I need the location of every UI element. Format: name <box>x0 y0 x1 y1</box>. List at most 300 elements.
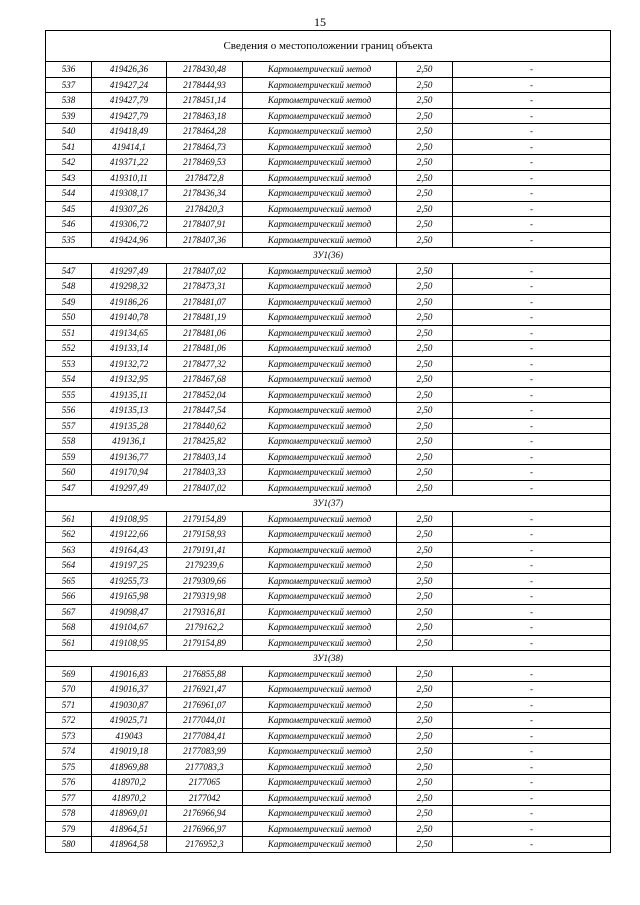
x-coordinate-cell: 419136,77 <box>92 449 167 465</box>
description-cell: - <box>453 294 611 310</box>
y-coordinate-cell: 2179309,66 <box>167 573 243 589</box>
accuracy-cell: 2,50 <box>397 77 453 93</box>
description-cell: - <box>453 186 611 202</box>
accuracy-cell: 2,50 <box>397 356 453 372</box>
description-cell: - <box>453 573 611 589</box>
point-number-cell: 572 <box>46 713 92 729</box>
table-row <box>46 728 611 744</box>
x-coordinate-cell: 419170,94 <box>92 465 167 481</box>
x-coordinate-cell: 419427,79 <box>92 93 167 109</box>
y-coordinate-cell: 2178403,33 <box>167 465 243 481</box>
point-number-cell: 562 <box>46 527 92 543</box>
method-cell: Картометрический метод <box>243 232 397 248</box>
y-coordinate-cell: 2178472,8 <box>167 170 243 186</box>
y-coordinate-cell: 2178407,02 <box>167 263 243 279</box>
description-cell: - <box>453 635 611 651</box>
x-coordinate-cell: 418970,2 <box>92 790 167 806</box>
method-cell: Картометрический метод <box>243 604 397 620</box>
description-cell: - <box>453 418 611 434</box>
method-cell: Картометрический метод <box>243 511 397 527</box>
x-coordinate-cell: 419019,18 <box>92 744 167 760</box>
table-row <box>46 837 611 853</box>
point-number-cell: 576 <box>46 775 92 791</box>
method-cell: Картометрический метод <box>243 201 397 217</box>
y-coordinate-cell: 2178444,93 <box>167 77 243 93</box>
table-row <box>46 635 611 651</box>
table-row <box>46 108 611 124</box>
method-cell: Картометрический метод <box>243 449 397 465</box>
section-header-row <box>46 496 611 512</box>
x-coordinate-cell: 419310,11 <box>92 170 167 186</box>
y-coordinate-cell: 2179191,41 <box>167 542 243 558</box>
method-cell: Картометрический метод <box>243 744 397 760</box>
table-row <box>46 387 611 403</box>
description-cell: - <box>453 542 611 558</box>
accuracy-cell: 2,50 <box>397 232 453 248</box>
y-coordinate-cell: 2179158,93 <box>167 527 243 543</box>
x-coordinate-cell: 419108,95 <box>92 635 167 651</box>
x-coordinate-cell: 419414,1 <box>92 139 167 155</box>
table-row <box>46 542 611 558</box>
table-row <box>46 310 611 326</box>
method-cell: Картометрический метод <box>243 310 397 326</box>
table-row <box>46 806 611 822</box>
description-cell: - <box>453 558 611 574</box>
method-cell: Картометрический метод <box>243 217 397 233</box>
table-row <box>46 325 611 341</box>
y-coordinate-cell: 2176855,88 <box>167 666 243 682</box>
table-row <box>46 511 611 527</box>
table-row <box>46 139 611 155</box>
description-cell: - <box>453 263 611 279</box>
point-number-cell: 555 <box>46 387 92 403</box>
x-coordinate-cell: 419165,98 <box>92 589 167 605</box>
accuracy-cell: 2,50 <box>397 759 453 775</box>
method-cell: Картометрический метод <box>243 806 397 822</box>
table-row <box>46 263 611 279</box>
description-cell: - <box>453 744 611 760</box>
x-coordinate-cell: 418969,88 <box>92 759 167 775</box>
table-row <box>46 77 611 93</box>
method-cell: Картометрический метод <box>243 666 397 682</box>
x-coordinate-cell: 419135,13 <box>92 403 167 419</box>
accuracy-cell: 2,50 <box>397 573 453 589</box>
method-cell: Картометрический метод <box>243 186 397 202</box>
x-coordinate-cell: 418970,2 <box>92 775 167 791</box>
method-cell: Картометрический метод <box>243 325 397 341</box>
x-coordinate-cell: 419135,11 <box>92 387 167 403</box>
table-row <box>46 418 611 434</box>
description-cell: - <box>453 728 611 744</box>
accuracy-cell: 2,50 <box>397 325 453 341</box>
x-coordinate-cell: 419255,73 <box>92 573 167 589</box>
point-number-cell: 547 <box>46 480 92 496</box>
section-header-row <box>46 651 611 667</box>
section-header-row <box>46 248 611 264</box>
x-coordinate-cell: 419427,24 <box>92 77 167 93</box>
table-row <box>46 372 611 388</box>
table-row <box>46 697 611 713</box>
description-cell: - <box>453 93 611 109</box>
method-cell: Картометрический метод <box>243 465 397 481</box>
accuracy-cell: 2,50 <box>397 744 453 760</box>
accuracy-cell: 2,50 <box>397 542 453 558</box>
y-coordinate-cell: 2178420,3 <box>167 201 243 217</box>
method-cell: Картометрический метод <box>243 589 397 605</box>
table-row <box>46 775 611 791</box>
table-row <box>46 682 611 698</box>
point-number-cell: 546 <box>46 217 92 233</box>
accuracy-cell: 2,50 <box>397 511 453 527</box>
description-cell: - <box>453 217 611 233</box>
accuracy-cell: 2,50 <box>397 713 453 729</box>
description-cell: - <box>453 341 611 357</box>
method-cell: Картометрический метод <box>243 418 397 434</box>
description-cell: - <box>453 77 611 93</box>
description-cell: - <box>453 759 611 775</box>
table-row <box>46 759 611 775</box>
section-label: ЗУ1(37) <box>46 496 611 512</box>
accuracy-cell: 2,50 <box>397 620 453 636</box>
point-number-cell: 541 <box>46 139 92 155</box>
description-cell: - <box>453 589 611 605</box>
y-coordinate-cell: 2179316,81 <box>167 604 243 620</box>
description-cell: - <box>453 604 611 620</box>
x-coordinate-cell: 419426,36 <box>92 62 167 78</box>
method-cell: Картометрический метод <box>243 558 397 574</box>
point-number-cell: 568 <box>46 620 92 636</box>
table-body <box>46 31 611 853</box>
accuracy-cell: 2,50 <box>397 806 453 822</box>
accuracy-cell: 2,50 <box>397 418 453 434</box>
x-coordinate-cell: 419025,71 <box>92 713 167 729</box>
x-coordinate-cell: 419134,65 <box>92 325 167 341</box>
description-cell: - <box>453 682 611 698</box>
method-cell: Картометрический метод <box>243 387 397 403</box>
y-coordinate-cell: 2179154,89 <box>167 635 243 651</box>
method-cell: Картометрический метод <box>243 480 397 496</box>
table-row <box>46 558 611 574</box>
point-number-cell: 543 <box>46 170 92 186</box>
point-number-cell: 550 <box>46 310 92 326</box>
y-coordinate-cell: 2179319,98 <box>167 589 243 605</box>
y-coordinate-cell: 2179162,2 <box>167 620 243 636</box>
point-number-cell: 566 <box>46 589 92 605</box>
y-coordinate-cell: 2177083,99 <box>167 744 243 760</box>
x-coordinate-cell: 419132,95 <box>92 372 167 388</box>
accuracy-cell: 2,50 <box>397 589 453 605</box>
x-coordinate-cell: 419164,43 <box>92 542 167 558</box>
y-coordinate-cell: 2178481,06 <box>167 325 243 341</box>
description-cell: - <box>453 790 611 806</box>
table-row <box>46 449 611 465</box>
method-cell: Картометрический метод <box>243 775 397 791</box>
method-cell: Картометрический метод <box>243 62 397 78</box>
y-coordinate-cell: 2178481,19 <box>167 310 243 326</box>
accuracy-cell: 2,50 <box>397 790 453 806</box>
x-coordinate-cell: 419098,47 <box>92 604 167 620</box>
table-title-row <box>46 31 611 62</box>
boundary-coordinates-table <box>45 30 611 853</box>
y-coordinate-cell: 2179239,6 <box>167 558 243 574</box>
point-number-cell: 578 <box>46 806 92 822</box>
accuracy-cell: 2,50 <box>397 387 453 403</box>
method-cell: Картометрический метод <box>243 170 397 186</box>
x-coordinate-cell: 419135,28 <box>92 418 167 434</box>
table-row <box>46 790 611 806</box>
description-cell: - <box>453 310 611 326</box>
accuracy-cell: 2,50 <box>397 170 453 186</box>
description-cell: - <box>453 806 611 822</box>
method-cell: Картометрический метод <box>243 759 397 775</box>
point-number-cell: 567 <box>46 604 92 620</box>
point-number-cell: 561 <box>46 511 92 527</box>
description-cell: - <box>453 527 611 543</box>
x-coordinate-cell: 419308,17 <box>92 186 167 202</box>
y-coordinate-cell: 2178425,82 <box>167 434 243 450</box>
y-coordinate-cell: 2176952,3 <box>167 837 243 853</box>
method-cell: Картометрический метод <box>243 155 397 171</box>
y-coordinate-cell: 2178463,18 <box>167 108 243 124</box>
point-number-cell: 564 <box>46 558 92 574</box>
y-coordinate-cell: 2176966,94 <box>167 806 243 822</box>
accuracy-cell: 2,50 <box>397 139 453 155</box>
point-number-cell: 561 <box>46 635 92 651</box>
accuracy-cell: 2,50 <box>397 666 453 682</box>
x-coordinate-cell: 419186,26 <box>92 294 167 310</box>
accuracy-cell: 2,50 <box>397 604 453 620</box>
method-cell: Картометрический метод <box>243 263 397 279</box>
point-number-cell: 547 <box>46 263 92 279</box>
description-cell: - <box>453 170 611 186</box>
method-cell: Картометрический метод <box>243 635 397 651</box>
y-coordinate-cell: 2178407,91 <box>167 217 243 233</box>
description-cell: - <box>453 124 611 140</box>
accuracy-cell: 2,50 <box>397 682 453 698</box>
table-row <box>46 465 611 481</box>
method-cell: Картометрический метод <box>243 697 397 713</box>
table-row <box>46 124 611 140</box>
accuracy-cell: 2,50 <box>397 558 453 574</box>
y-coordinate-cell: 2178452,04 <box>167 387 243 403</box>
description-cell: - <box>453 434 611 450</box>
accuracy-cell: 2,50 <box>397 201 453 217</box>
point-number-cell: 569 <box>46 666 92 682</box>
y-coordinate-cell: 2178477,32 <box>167 356 243 372</box>
table-row <box>46 341 611 357</box>
point-number-cell: 551 <box>46 325 92 341</box>
y-coordinate-cell: 2178440,62 <box>167 418 243 434</box>
x-coordinate-cell: 419197,25 <box>92 558 167 574</box>
method-cell: Картометрический метод <box>243 682 397 698</box>
x-coordinate-cell: 419298,32 <box>92 279 167 295</box>
x-coordinate-cell: 418964,51 <box>92 821 167 837</box>
accuracy-cell: 2,50 <box>397 155 453 171</box>
method-cell: Картометрический метод <box>243 93 397 109</box>
x-coordinate-cell: 419132,72 <box>92 356 167 372</box>
x-coordinate-cell: 418964,58 <box>92 837 167 853</box>
page-number: 15 <box>314 15 326 29</box>
method-cell: Картометрический метод <box>243 124 397 140</box>
section-label: ЗУ1(36) <box>46 248 611 264</box>
point-number-cell: 575 <box>46 759 92 775</box>
method-cell: Картометрический метод <box>243 341 397 357</box>
method-cell: Картометрический метод <box>243 527 397 543</box>
x-coordinate-cell: 419133,14 <box>92 341 167 357</box>
point-number-cell: 548 <box>46 279 92 295</box>
y-coordinate-cell: 2177044,01 <box>167 713 243 729</box>
x-coordinate-cell: 419043 <box>92 728 167 744</box>
accuracy-cell: 2,50 <box>397 821 453 837</box>
boundary-coordinates-sheet <box>45 30 610 853</box>
method-cell: Картометрический метод <box>243 372 397 388</box>
table-row <box>46 573 611 589</box>
point-number-cell: 539 <box>46 108 92 124</box>
x-coordinate-cell: 419108,95 <box>92 511 167 527</box>
y-coordinate-cell: 2178447,54 <box>167 403 243 419</box>
point-number-cell: 579 <box>46 821 92 837</box>
y-coordinate-cell: 2177084,41 <box>167 728 243 744</box>
accuracy-cell: 2,50 <box>397 124 453 140</box>
accuracy-cell: 2,50 <box>397 527 453 543</box>
point-number-cell: 549 <box>46 294 92 310</box>
y-coordinate-cell: 2178473,31 <box>167 279 243 295</box>
point-number-cell: 573 <box>46 728 92 744</box>
y-coordinate-cell: 2176961,07 <box>167 697 243 713</box>
method-cell: Картометрический метод <box>243 542 397 558</box>
x-coordinate-cell: 419140,78 <box>92 310 167 326</box>
x-coordinate-cell: 419371,22 <box>92 155 167 171</box>
x-coordinate-cell: 419424,96 <box>92 232 167 248</box>
accuracy-cell: 2,50 <box>397 310 453 326</box>
x-coordinate-cell: 419016,83 <box>92 666 167 682</box>
description-cell: - <box>453 108 611 124</box>
accuracy-cell: 2,50 <box>397 279 453 295</box>
accuracy-cell: 2,50 <box>397 108 453 124</box>
description-cell: - <box>453 821 611 837</box>
method-cell: Картометрический метод <box>243 403 397 419</box>
table-row <box>46 201 611 217</box>
table-row <box>46 604 611 620</box>
description-cell: - <box>453 279 611 295</box>
table-row <box>46 527 611 543</box>
description-cell: - <box>453 697 611 713</box>
method-cell: Картометрический метод <box>243 294 397 310</box>
x-coordinate-cell: 419030,87 <box>92 697 167 713</box>
description-cell: - <box>453 372 611 388</box>
accuracy-cell: 2,50 <box>397 62 453 78</box>
accuracy-cell: 2,50 <box>397 186 453 202</box>
y-coordinate-cell: 2178481,07 <box>167 294 243 310</box>
accuracy-cell: 2,50 <box>397 635 453 651</box>
accuracy-cell: 2,50 <box>397 465 453 481</box>
table-row <box>46 589 611 605</box>
description-cell: - <box>453 449 611 465</box>
point-number-cell: 556 <box>46 403 92 419</box>
point-number-cell: 545 <box>46 201 92 217</box>
accuracy-cell: 2,50 <box>397 217 453 233</box>
table-row <box>46 279 611 295</box>
x-coordinate-cell: 419122,66 <box>92 527 167 543</box>
table-row <box>46 821 611 837</box>
x-coordinate-cell: 419297,49 <box>92 480 167 496</box>
point-number-cell: 553 <box>46 356 92 372</box>
point-number-cell: 563 <box>46 542 92 558</box>
point-number-cell: 559 <box>46 449 92 465</box>
method-cell: Картометрический метод <box>243 356 397 372</box>
x-coordinate-cell: 419427,79 <box>92 108 167 124</box>
table-row <box>46 666 611 682</box>
accuracy-cell: 2,50 <box>397 480 453 496</box>
accuracy-cell: 2,50 <box>397 697 453 713</box>
table-row <box>46 93 611 109</box>
point-number-cell: 540 <box>46 124 92 140</box>
accuracy-cell: 2,50 <box>397 403 453 419</box>
table-row <box>46 434 611 450</box>
point-number-cell: 535 <box>46 232 92 248</box>
table-row <box>46 620 611 636</box>
accuracy-cell: 2,50 <box>397 837 453 853</box>
point-number-cell: 580 <box>46 837 92 853</box>
method-cell: Картометрический метод <box>243 279 397 295</box>
point-number-cell: 565 <box>46 573 92 589</box>
point-number-cell: 538 <box>46 93 92 109</box>
point-number-cell: 536 <box>46 62 92 78</box>
accuracy-cell: 2,50 <box>397 341 453 357</box>
accuracy-cell: 2,50 <box>397 434 453 450</box>
x-coordinate-cell: 419016,37 <box>92 682 167 698</box>
accuracy-cell: 2,50 <box>397 93 453 109</box>
table-row <box>46 155 611 171</box>
method-cell: Картометрический метод <box>243 573 397 589</box>
description-cell: - <box>453 480 611 496</box>
y-coordinate-cell: 2178467,68 <box>167 372 243 388</box>
method-cell: Картометрический метод <box>243 620 397 636</box>
section-label: ЗУ1(38) <box>46 651 611 667</box>
x-coordinate-cell: 419306,72 <box>92 217 167 233</box>
accuracy-cell: 2,50 <box>397 775 453 791</box>
accuracy-cell: 2,50 <box>397 728 453 744</box>
description-cell: - <box>453 139 611 155</box>
point-number-cell: 544 <box>46 186 92 202</box>
method-cell: Картометрический метод <box>243 77 397 93</box>
description-cell: - <box>453 155 611 171</box>
table-row <box>46 744 611 760</box>
description-cell: - <box>453 201 611 217</box>
method-cell: Картометрический метод <box>243 821 397 837</box>
method-cell: Картометрический метод <box>243 139 397 155</box>
table-row <box>46 217 611 233</box>
x-coordinate-cell: 418969,01 <box>92 806 167 822</box>
y-coordinate-cell: 2178436,34 <box>167 186 243 202</box>
description-cell: - <box>453 232 611 248</box>
y-coordinate-cell: 2177083,3 <box>167 759 243 775</box>
method-cell: Картометрический метод <box>243 837 397 853</box>
y-coordinate-cell: 2178469,53 <box>167 155 243 171</box>
table-title: Сведения о местоположении границ объекта <box>46 31 611 62</box>
y-coordinate-cell: 2178407,36 <box>167 232 243 248</box>
y-coordinate-cell: 2176921,47 <box>167 682 243 698</box>
description-cell: - <box>453 511 611 527</box>
method-cell: Картометрический метод <box>243 728 397 744</box>
y-coordinate-cell: 2178407,02 <box>167 480 243 496</box>
description-cell: - <box>453 775 611 791</box>
description-cell: - <box>453 387 611 403</box>
point-number-cell: 571 <box>46 697 92 713</box>
x-coordinate-cell: 419307,26 <box>92 201 167 217</box>
table-row <box>46 170 611 186</box>
x-coordinate-cell: 419418,49 <box>92 124 167 140</box>
